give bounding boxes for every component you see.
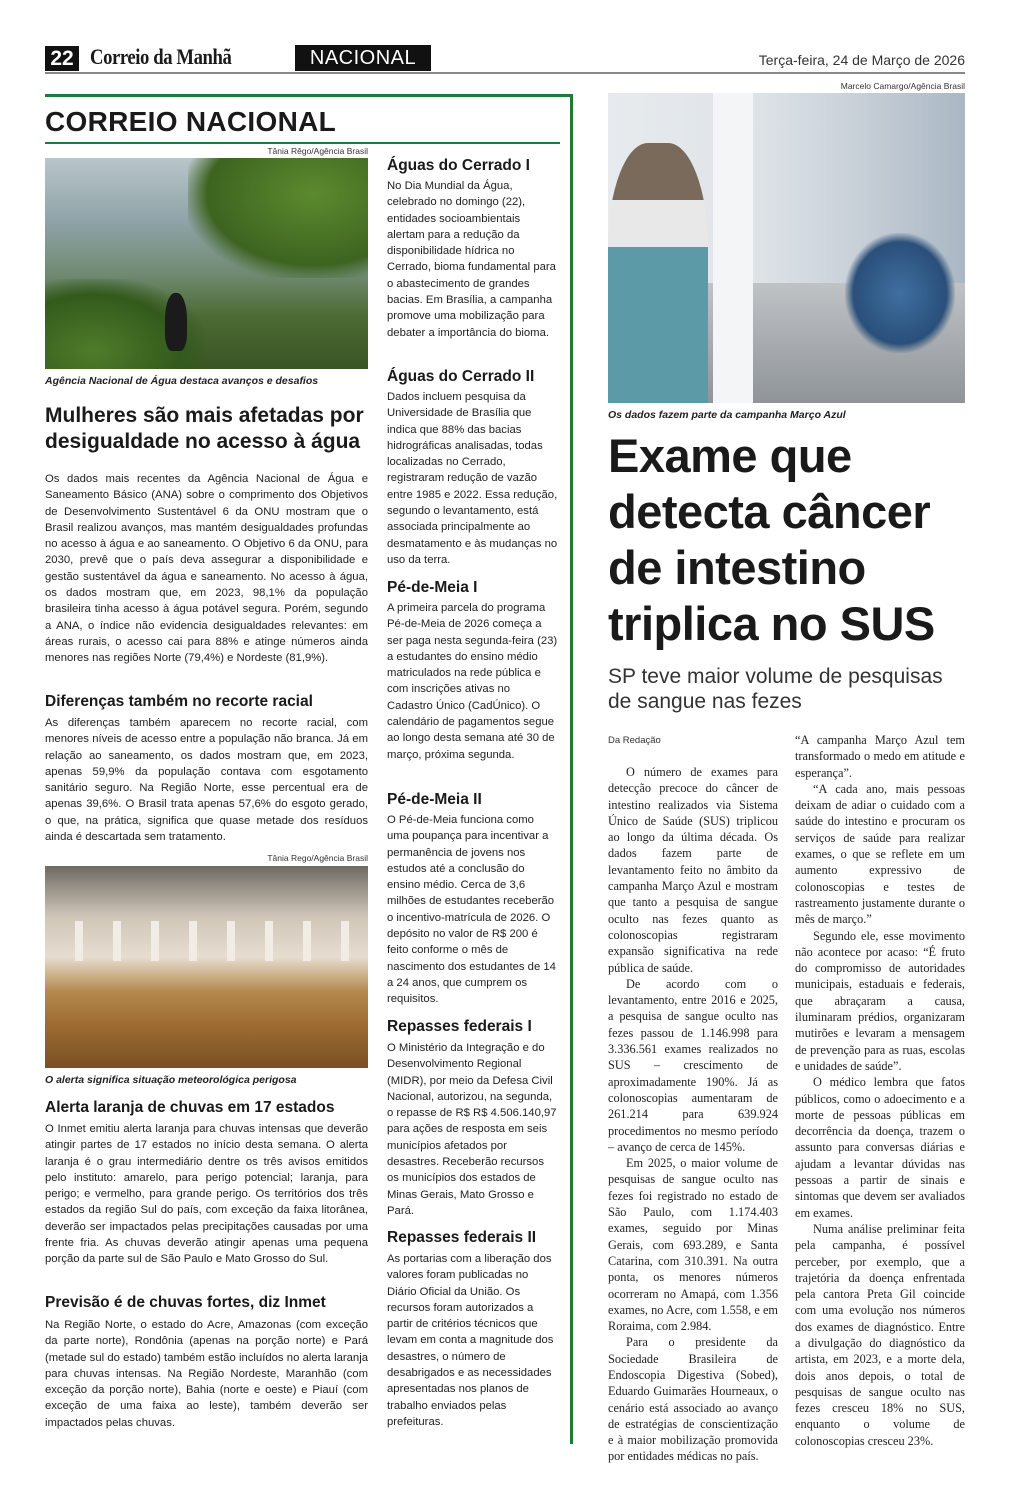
note-body: O Pé-de-Meia funciona como uma poupança para incentivar a permanência de jovens nos estudos até a conclusão do ensino médio. Cerca de 3,6 milhões de estudantes receberão o incentivo-matrícula de 2026. O depósito no valor de R$ 200 é feito conforme o mês de nascimento dos estudantes de 14 a 24 anos, que cumprem os requisitos. [387,814,556,1006]
racial-body: As diferenças também aparecem no recorte racial, com menores níveis de acesso entre a população não branca. Já em relação ao saneamento, os dados mostram que, em 2023, apenas 59,9% da população contava com esgotamento sanitário seguro. Na Região Norte, esse percentual era de apenas 39,6%. O Brasil trata apenas 57,6% do esgoto gerado, o que, na prática, significa que quase metade dos resíduos ainda é descartada sem tratamento. [45,717,368,844]
story-column-2 [795,732,965,1449]
river-photo [45,158,368,369]
story-paragraph: “A cada ano, mais pessoas deixam de adiar o cuidado com a saúde do intestino e procuram os serviços de saúde para realizar exames, o que se reflete em um aumento expressivo de colonoscopias e testes de rastreamento justamente durante o mês de março.” [795,781,965,927]
column-top-rule [45,94,573,97]
header-divider [45,72,965,74]
alerta-body: O Inmet emitiu alerta laranja para chuvas intensas que deverão atingir partes de 17 estados no início desta semana. O alerta laranja é o grau intermediário dentre os três avisos emitidos pelo instituto: amarelo, para perigo potencial; laranja, para perigo; e vermelho, para grande perigo. Os territórios dos três estados da região Sul do país, com exceção da faixa litorânea, deverão ser impactados pelas precipitações causadas por uma frente fria. As chuvas deverão atingir apenas uma pequena porção da parte sul de São Paulo e Mato Grosso do Sul. [45,1123,368,1266]
headline-line: Exame que [608,429,852,482]
headline-line: triplica no SUS [608,597,935,650]
note-title: Águas do Cerrado I [387,157,530,174]
note-title: Pé-de-Meia I [387,579,478,596]
hospital-photo [608,93,965,403]
photo-credit: Marcelo Camargo/Agência Brasil [840,81,965,91]
story-paragraph: De acordo com o levantamento, entre 2016 e 2025, a pesquisa de sangue oculto nas fezes passou de 1.146.998 para 3.336.561 exames realizados no SUS – crescimento de aproximadamente 190%. Já as colonoscopias aumentaram de 261.214 para 639.924 procedimentos no mesmo período – avanço de cerca de 145%. [608,976,778,1154]
note-body: Dados incluem pesquisa da Universidade de Brasília que indica que 88% das bacias hidrográficas analisadas, todas localizadas no Cerrado, registraram redução de vazão entre 1985 e 2022. Essa redução, segundo o levantamento, está associada principalmente ao desmatamento e às mudanças no uso da terra. [387,391,558,566]
photo-caption: O alerta significa situação meteorológica perigosa [45,1074,297,1086]
story-headline [608,428,988,652]
photo-caption: Os dados fazem parte da campanha Março Azul [608,409,846,421]
main-headline: Mulheres são mais afetadas por desigualdade no acesso à água [45,404,364,453]
note-body: A primeira parcela do programa Pé-de-Meia de 2026 começa a ser paga nesta segunda-feira (23) a estudantes do ensino médio matriculados na rede pública e com inscrições ativas no Cadastro Único (CadÚnico). O calendário de pagamentos segue ao longo desta semana até 30 de março, próxima segunda. [387,602,558,761]
story-column-1 [608,764,778,1465]
note-title: Repasses federais II [387,1229,537,1246]
subheading-alerta: Alerta laranja de chuvas em 17 estados [45,1099,335,1116]
note-body: As portarias com a liberação dos valores foram publicadas no Diário Oficial da União. Os recursos foram autorizados a partir de critérios técnicos que levam em conta a magnitude dos desastres, o número de desabrigados e as necessidades apresentadas nos planos de trabalho enviados pelas prefeituras. [387,1253,554,1428]
photo-caption: Agência Nacional de Água destaca avanços e desafios [45,375,319,387]
column-title: CORREIO NACIONAL [45,106,337,137]
note-title: Repasses federais I [387,1018,532,1035]
newspaper-logo: Correio da Manhã [90,44,232,69]
page-number: 22 [45,46,79,71]
flooded-building-photo [45,866,368,1068]
column-title-rule [45,142,560,144]
previsao-body: Na Região Norte, o estado do Acre, Amazonas (com exceção da parte norte), Rondônia (apenas na porção norte) e Pará (metade sul do estado) também estão incluídos no alerta laranja para chuvas intensas. Na Região Nordeste, Maranhão (com exceção da porção norte), Bahia (norte e oeste) e Piauí (com exceção de uma faixa ao leste), também deverão ser impactados pelas chuvas. [45,1319,368,1429]
note-body: No Dia Mundial da Água, celebrado no domingo (22), entidades socioambientais alertam para a redução da disponibilidade hídrica no Cerrado, bioma fundamental para o abastecimento de grandes bacias. Em Brasília, a campanha promove uma mobilização para debater a importância do bioma. [387,180,556,339]
story-subheadline: SP teve maior volume de pesquisas de sangue nas fezes [608,665,943,713]
photo-credit: Tânia Rêgo/Agência Brasil [267,146,368,156]
section-label: NACIONAL [295,45,431,71]
story-paragraph: O número de exames para detecção precoce do câncer de intestino realizados via Sistema Único de Saúde (SUS) triplicou ao longo da última década. Os dados fazem parte de levantamento feito no âmbito da campanha Março Azul e mostram que tanto a pesquisa de sangue oculto nas fezes quanto as colonoscopias registraram expansão significativa na rede pública de saúde. [608,765,778,975]
byline: Da Redação [608,735,661,746]
headline-line: de intestino [608,541,866,594]
story-paragraph: Em 2025, o maior volume de pesquisas de sangue oculto nas fezes foi registrado no estado de São Paulo, com 1.174.403 exames, seguido por Minas Gerais, com 693.289, e Santa Catarina, com 310.391. Na outra ponta, os menores números ocorreram no Amapá, com 1.356 exames, no Acre, com 1.558, e em Roraima, com 2.984. [608,1156,778,1334]
story-paragraph: Segundo ele, esse movimento não acontece por acaso: “É fruto do compromisso de autoridades municipais, estaduais e federais, que abraçaram a causa, iluminaram prédios, organizaram mutirões e levaram a mensagem de prevenção para as ruas, escolas e unidades de saúde”. [795,928,965,1073]
story-paragraph: O médico lembra que fatos públicos, como o adoecimento e a morte de pessoas públicas em decorrência da doença, trazem o assunto para conversas diárias e ajudam a levantar dúvidas nas pessoas a partir de sinais e sintomas que devem ser avaliados em exames. [795,1075,965,1220]
note-body: O Ministério da Integração e do Desenvolvimento Regional (MIDR), por meio da Defesa Civil Nacional, autorizou, na segunda, o repasse de R$ R$ 4.506.140,97 para ações de resposta em seis municípios afetados por desastres. Receberão recursos os municípios dos estados de Minas Gerais, Mato Grosso e Pará. [387,1042,557,1217]
main-body: Os dados mais recentes da Agência Nacional de Água e Saneamento Básico (ANA) sobre o comprimento dos Objetivos de Desenvolvimento Sustentável 6 da ONU mostram que o Brasil realizou avanços, mas mantém desigualdades profundas no acesso à água e ao saneamento. O Objetivo 6 da ONU, para 2030, prevê que o país deva assegurar a disponibilidade e gestão sustentável da água e saneamento. No acesso à água, os dados mostram que, em 2023, 98,1% da população brasileira tinha acesso à água potável segura. Porém, segundo a ANA, o índice não evidencia desigualdades relevantes: em áreas rurais, o acesso cai para 88% e atinge números ainda menores nas regiões Norte (79,4%) e Nordeste (81,9%). [45,473,368,665]
note-title: Águas do Cerrado II [387,368,535,385]
column-vertical-rule [570,94,573,1444]
headline-line: detecta câncer [608,485,931,538]
story-paragraph: Numa análise preliminar feita pela campanha, é possível perceber, por exemplo, que a trajetória da doença enfrentada pela cantora Preta Gil coincide com uma evolução nos números dos exames de diagnóstico. Entre a divulgação do diagnóstico da artista, em 2023, e a morte dela, dois anos depois, o total de pesquisas de sangue oculto nas fezes cresceu 18% no SUS, enquanto o volume de colonoscopias cresceu 23%. [795,1221,965,1448]
subheading-previsao: Previsão é de chuvas fortes, diz Inmet [45,1294,326,1311]
story-paragraph: “A campanha Março Azul tem transformado o medo em atitude e esperança”. [795,733,965,780]
note-title: Pé-de-Meia II [387,791,482,808]
issue-date: Terça-feira, 24 de Março de 2026 [758,52,965,68]
subheading-racial: Diferenças também no recorte racial [45,693,313,710]
photo-credit: Tânia Rego/Agência Brasil [267,853,368,863]
story-paragraph: Para o presidente da Sociedade Brasileira de Endoscopia Digestiva (Sobed), Eduardo Guimarães Hourneaux, o cenário está associado ao avanço de estratégias de conscientização e à maior mobilização promovida por entidades médicas no país. [608,1335,778,1464]
